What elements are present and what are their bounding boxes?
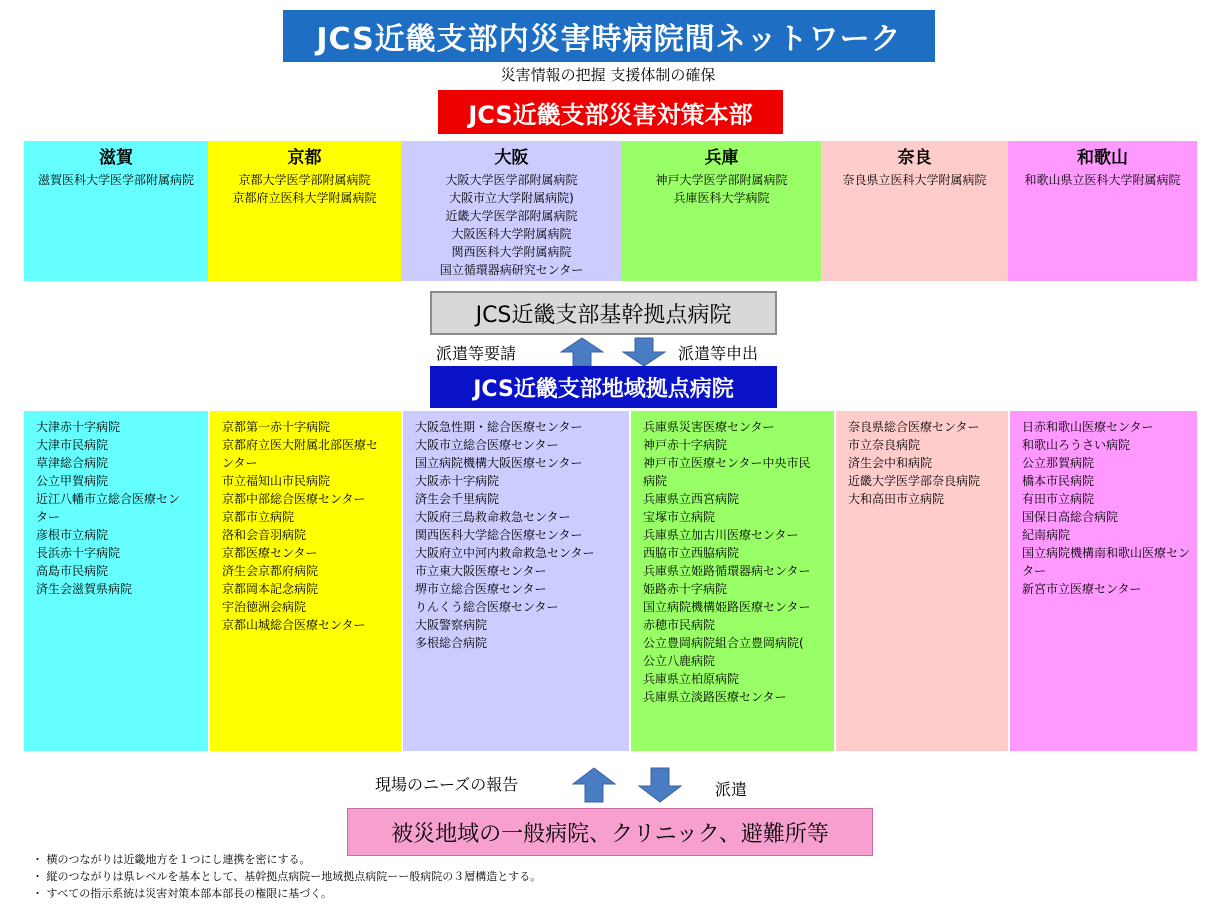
hospital-name: 近畿大学医学部奈良病院 xyxy=(848,474,981,488)
core-column-kyoto xyxy=(208,141,401,281)
hospital-name: 宇治徳洲会病院 xyxy=(222,600,307,614)
hospital-name: 済生会滋賀県病院 xyxy=(36,582,133,596)
hospital-name: ター xyxy=(36,510,61,524)
hospital-name: 和歌山ろうさい病院 xyxy=(1022,438,1131,452)
dispatch-label: 派遣 xyxy=(715,780,748,799)
hospital-name: 済生会中和病院 xyxy=(848,456,933,470)
regional-column-shiga xyxy=(24,411,208,751)
hospital-name: 橋本市民病院 xyxy=(1022,474,1095,488)
hospital-name: 長浜赤十字病院 xyxy=(36,546,121,560)
hospital-name: りんくう総合医療センター xyxy=(415,600,559,614)
hospital-name: 奈良県立医科大学附属病院 xyxy=(842,173,987,187)
hospital-name: ンター xyxy=(222,456,258,470)
hospital-name: 大津市民病院 xyxy=(36,438,109,452)
hospital-name: 京都市立病院 xyxy=(222,510,295,524)
hospital-name: 市立奈良病院 xyxy=(848,438,921,452)
needs-report-label: 現場のニーズの報告 xyxy=(375,775,519,794)
regional-hospitals-box: JCS近畿支部地域拠点病院 xyxy=(430,366,777,408)
hospital-name: 国立病院機構大阪医療センター xyxy=(415,456,583,470)
pref-name: 兵庫 xyxy=(704,148,739,168)
hospital-name: 京都岡本記念病院 xyxy=(222,582,319,596)
hospital-name: 大阪市立大学附属病院) xyxy=(449,191,574,205)
core-column-hyogo xyxy=(622,141,821,281)
hospital-name: 高島市民病院 xyxy=(36,564,109,578)
pref-name: 京都 xyxy=(287,148,322,168)
hospital-name: 日赤和歌山医療センター xyxy=(1022,420,1154,434)
core-column-shiga xyxy=(24,141,208,281)
hospital-name: 新宮市立医療センター xyxy=(1022,582,1142,596)
hospital-name: 兵庫県立淡路医療センター xyxy=(643,690,787,704)
hospital-name: 宝塚市立病院 xyxy=(643,510,716,524)
regional-column-kyoto xyxy=(210,411,401,751)
note-item: ・ すべての指示系統は災害対策本部本部長の権限に基づく。 xyxy=(32,885,541,902)
hospital-name: 兵庫県立加古川医療センター xyxy=(643,528,799,542)
hospital-name: 近江八幡市立総合医療セン xyxy=(36,492,181,506)
down-arrow-icon xyxy=(622,337,666,367)
regional-column-wakayama xyxy=(1010,411,1197,751)
hospital-name: 大阪大学医学部附属病院 xyxy=(445,173,578,187)
hospital-name: 有田市立病院 xyxy=(1022,492,1095,506)
hospital-name: 京都山城総合医療センター xyxy=(222,618,366,632)
hospital-name: 兵庫県立姫路循環器病センター xyxy=(643,564,811,578)
hospital-name: 神戸赤十字病院 xyxy=(643,438,728,452)
hospital-name: 神戸市立医療センター中央市民 xyxy=(643,456,811,470)
up-arrow-icon xyxy=(572,767,616,803)
hospital-name: 国立病院機構姫路医療センター xyxy=(643,600,811,614)
core-column-osaka xyxy=(401,141,622,281)
hospital-name: 関西医科大学附属病院 xyxy=(451,245,572,259)
hospital-name: 神戸大学医学部附属病院 xyxy=(655,173,788,187)
hospital-name: ター xyxy=(1022,564,1047,578)
pref-name: 大阪 xyxy=(494,148,529,168)
hospital-name: 滋賀医科大学医学部附属病院 xyxy=(37,173,194,187)
hospital-name: 西脇市立西脇病院 xyxy=(643,546,740,560)
note-item: ・ 縦のつながりは県レベルを基本として、基幹拠点病院ー地域拠点病院ーー般病院の３層構造とする。 xyxy=(32,868,541,885)
up-arrow-icon xyxy=(560,337,604,367)
core-column-nara xyxy=(821,141,1008,281)
hospital-name: 和歌山県立医科大学附属病院 xyxy=(1024,173,1181,187)
hospital-name: 大和高田市立病院 xyxy=(848,492,945,506)
pref-name: 滋賀 xyxy=(99,148,133,168)
hospital-name: 京都第一赤十字病院 xyxy=(222,420,331,434)
hospital-name: 多根総合病院 xyxy=(415,636,488,650)
hospital-name: 大阪急性期・総合医療センター xyxy=(415,420,583,434)
regional-column-nara xyxy=(836,411,1008,751)
hospital-name: 国保日高総合病院 xyxy=(1022,510,1119,524)
hospital-name: 市立東大阪医療センター xyxy=(415,564,547,578)
regional-column-osaka xyxy=(403,411,629,751)
hospital-name: 大阪赤十字病院 xyxy=(415,474,500,488)
hospital-name: 京都府立医大附属北部医療セ xyxy=(222,438,379,452)
dispatch-offer-label: 派遣等申出 xyxy=(678,344,759,363)
hospital-name: 病院 xyxy=(643,474,668,488)
hospital-name: 近畿大学医学部附属病院 xyxy=(445,209,578,223)
hospital-name: 国立循環器病研究センター xyxy=(439,263,584,277)
hospital-name: 堺市立総合医療センター xyxy=(415,582,547,596)
hospital-name: 大阪市立総合医療センター xyxy=(415,438,559,452)
disaster-hq-box: JCS近畿支部災害対策本部 xyxy=(438,90,783,134)
hospital-name: 公立那賀病院 xyxy=(1022,456,1095,470)
hospital-name: 草津総合病院 xyxy=(36,456,109,470)
hospital-name: 兵庫県立西宮病院 xyxy=(643,492,740,506)
hospital-name: 大阪府三島救命救急センター xyxy=(415,510,571,524)
general-facilities-box: 被災地域の一般病院、クリニック、避難所等 xyxy=(347,808,873,856)
hospital-name: 兵庫医科大学病院 xyxy=(673,191,770,205)
hospital-name: 市立福知山市民病院 xyxy=(222,474,331,488)
hospital-name: 京都府立医科大学附属病院 xyxy=(232,191,377,205)
subtitle: 災害情報の把握 支援体制の確保 xyxy=(500,66,716,84)
hospital-name: 公立八鹿病院 xyxy=(643,654,716,668)
hospital-name: 赤穂市民病院 xyxy=(643,618,716,632)
hospital-name: 関西医科大学総合医療センター xyxy=(415,528,583,542)
hospital-name: 国立病院機構南和歌山医療セン xyxy=(1022,546,1191,560)
hospital-name: 公立甲賀病院 xyxy=(36,474,109,488)
hospital-name: 京都医療センター xyxy=(222,546,318,560)
down-arrow-icon xyxy=(638,767,682,803)
pref-name: 和歌山 xyxy=(1077,148,1128,168)
hospital-name: 公立豊岡病院組合立豊岡病院( xyxy=(643,636,804,650)
hospital-name: 姫路赤十字病院 xyxy=(643,582,728,596)
hospital-name: 兵庫県立柏原病院 xyxy=(643,672,740,686)
hospital-name: 済生会京都府病院 xyxy=(222,564,319,578)
hospital-name: 紀南病院 xyxy=(1022,528,1071,542)
notes xyxy=(32,851,541,902)
hospital-name: 奈良県総合医療センター xyxy=(848,420,980,434)
dispatch-request-label: 派遣等要請 xyxy=(436,344,517,363)
hospital-name: 京都大学医学部附属病院 xyxy=(238,173,371,187)
core-hospitals-box: JCS近畿支部基幹拠点病院 xyxy=(430,291,777,335)
network-title: JCS近畿支部内災害時病院間ネットワーク xyxy=(283,10,935,62)
regional-column-hyogo xyxy=(631,411,834,751)
hospital-name: 兵庫県災害医療センター xyxy=(643,420,775,434)
pref-name: 奈良 xyxy=(897,148,932,168)
hospital-name: 大阪医科大学附属病院 xyxy=(451,227,572,241)
hospital-name: 彦根市立病院 xyxy=(36,528,109,542)
hospital-name: 大津赤十字病院 xyxy=(36,420,121,434)
note-item: ・ 横のつながりは近畿地方を１つにし連携を密にする。 xyxy=(32,851,541,868)
hospital-name: 済生会千里病院 xyxy=(415,492,500,506)
core-column-wakayama xyxy=(1008,141,1197,281)
hospital-name: 大阪警察病院 xyxy=(415,618,488,632)
hospital-name: 大阪府立中河内救命救急センター xyxy=(415,546,595,560)
hospital-name: 京都中部総合医療センター xyxy=(222,492,366,506)
hospital-name: 洛和会音羽病院 xyxy=(222,528,307,542)
